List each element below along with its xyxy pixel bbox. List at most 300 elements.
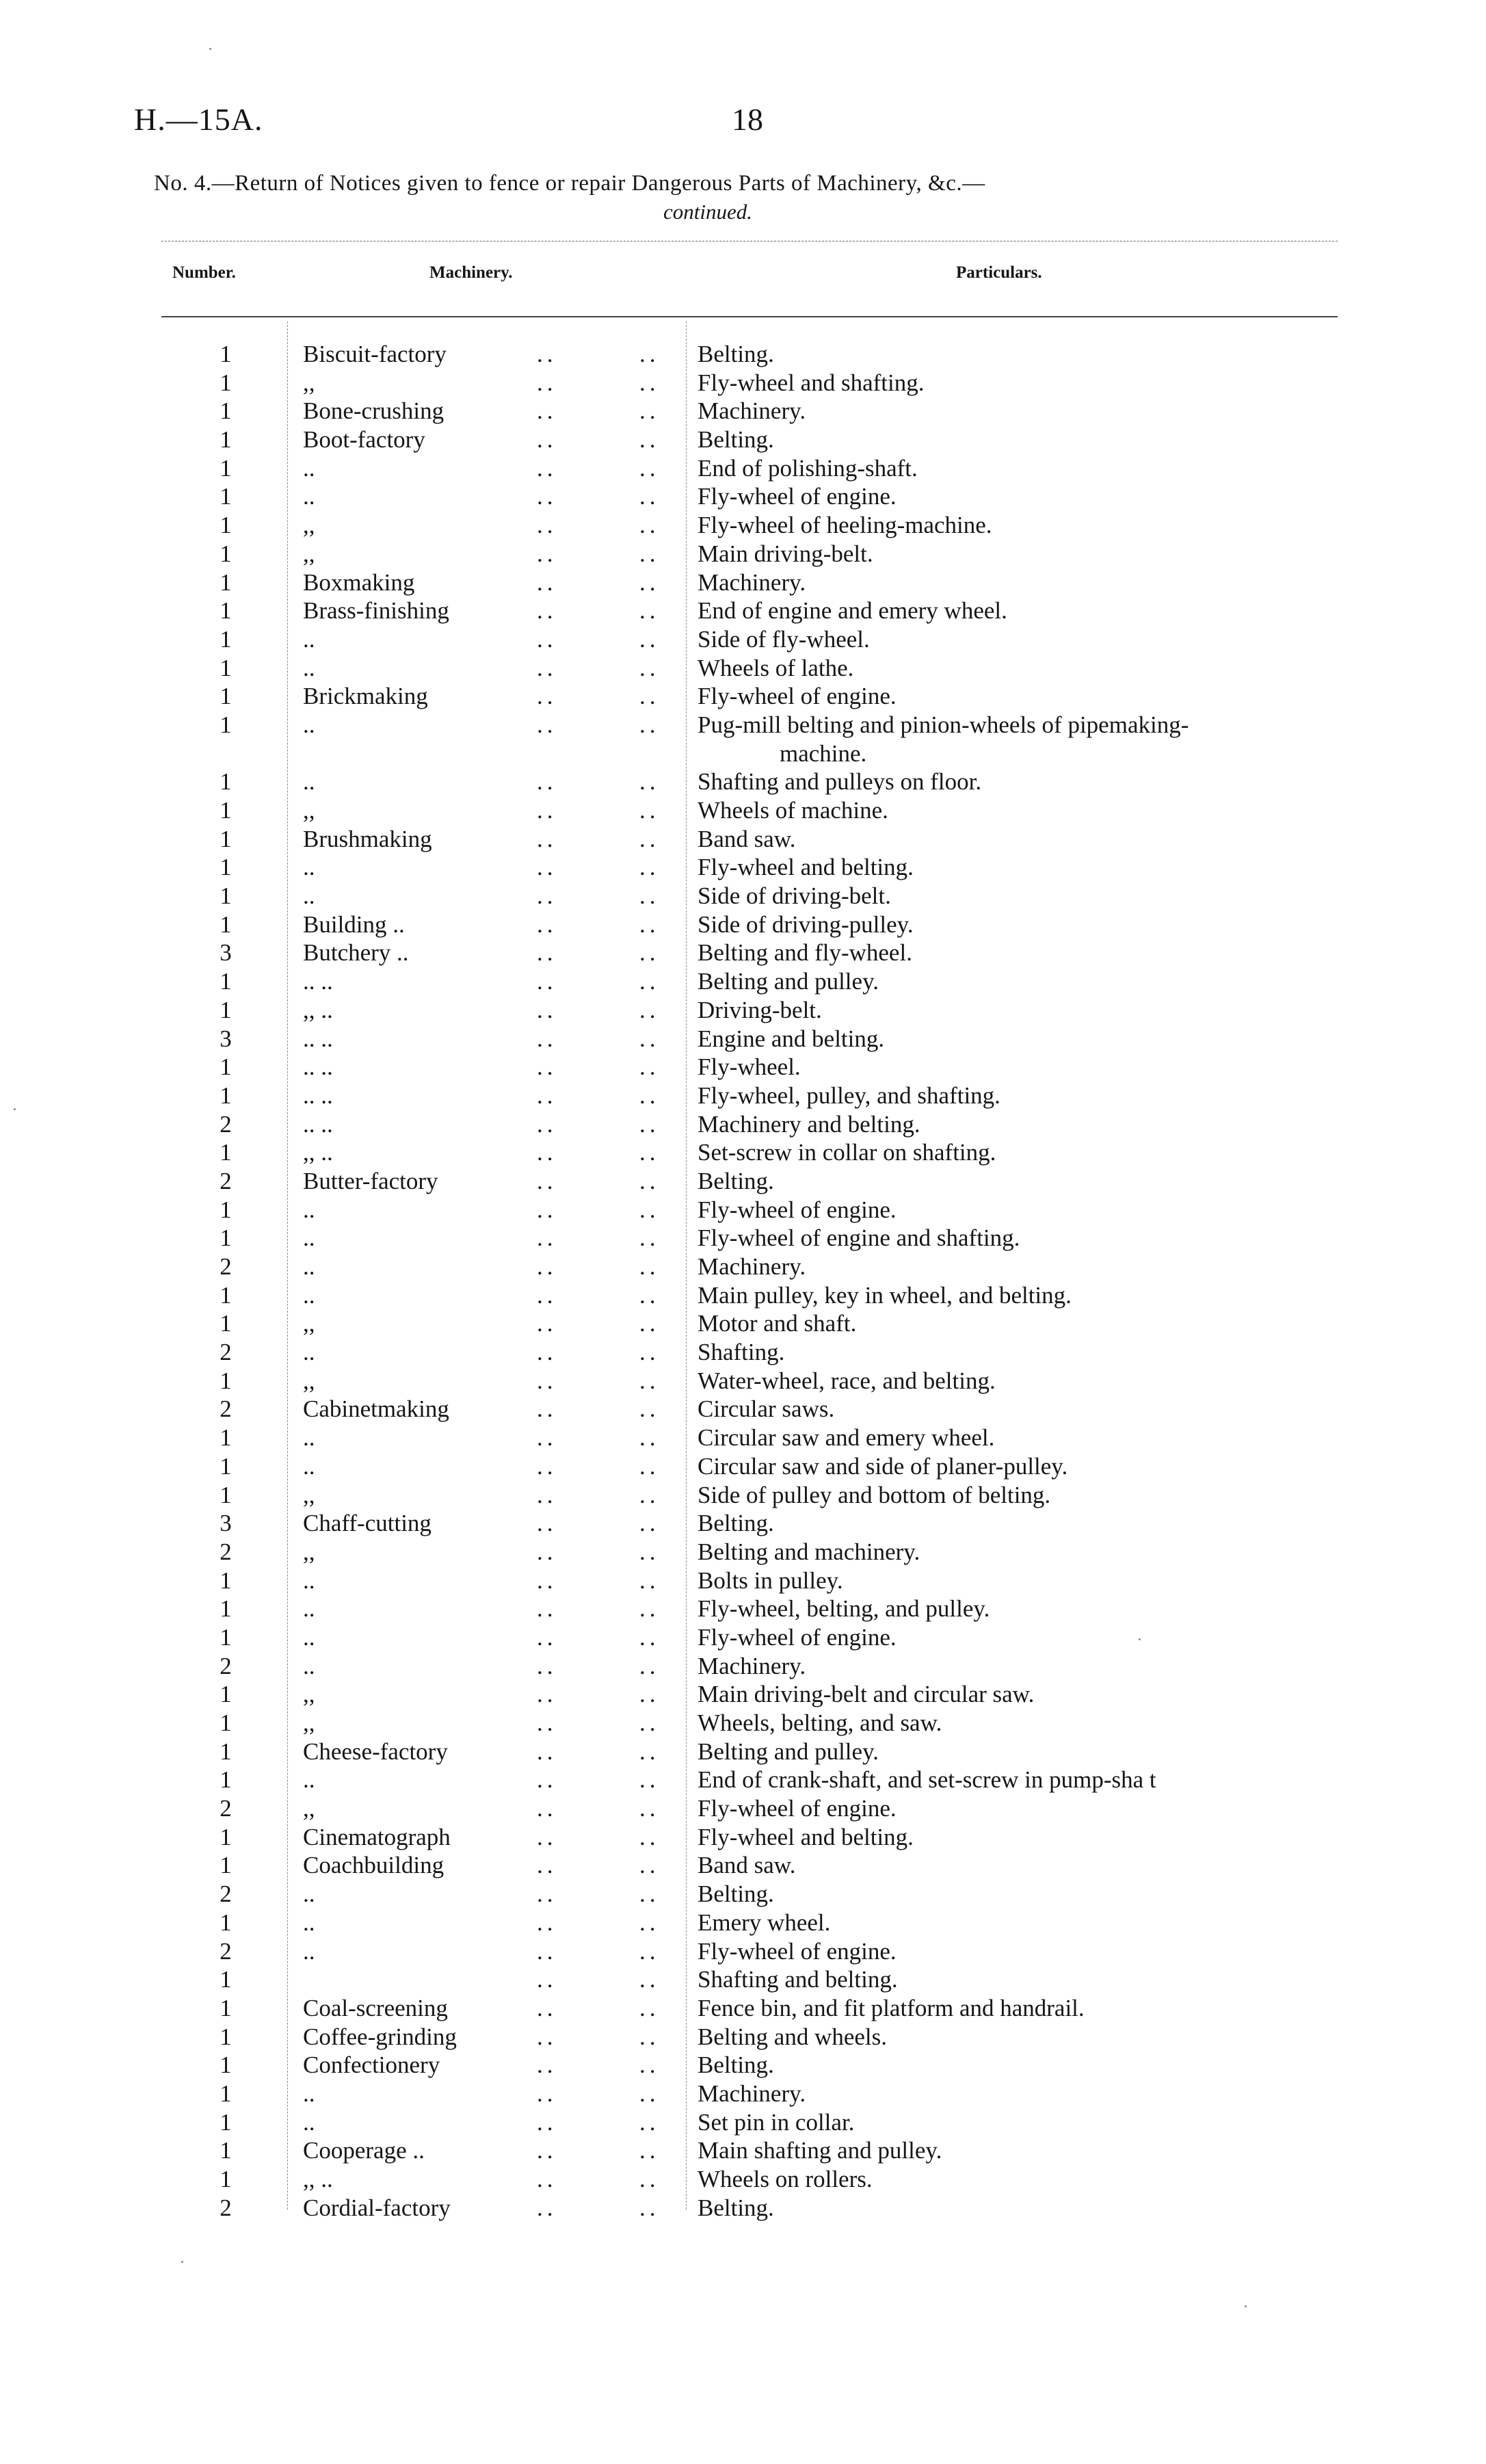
row-particulars: End of crank-shaft, and set-screw in pump-sha t [698, 1766, 1156, 1794]
row-number: 2 [220, 1253, 232, 1281]
leader-dots: .. [537, 2052, 557, 2079]
row-number: 1 [220, 369, 232, 396]
table-row [0, 882, 1486, 910]
speck [181, 2261, 183, 2263]
row-number: 3 [220, 1510, 232, 1537]
row-number: 1 [220, 768, 232, 796]
table-row [0, 2165, 1486, 2194]
row-machinery: .. [303, 625, 315, 653]
table-row [0, 1281, 1486, 1310]
leader-dots: .. [639, 1795, 660, 1822]
row-machinery: .. [303, 1424, 315, 1452]
table-row [0, 511, 1486, 540]
leader-dots: .. [537, 683, 557, 710]
leader-dots: .. [639, 1595, 660, 1623]
table-row [0, 1082, 1486, 1110]
leader-dots: .. [639, 1082, 660, 1109]
table-row [0, 1452, 1486, 1481]
row-number: 1 [220, 1852, 232, 1879]
row-particulars: Wheels on rollers. [698, 2166, 873, 2193]
row-machinery: Coal-screening [303, 1994, 448, 2021]
leader-dots: .. [639, 1966, 660, 1993]
leader-dots: .. [537, 968, 557, 995]
leader-dots: .. [537, 1253, 557, 1281]
row-machinery: Butchery .. [303, 939, 409, 967]
leader-dots: .. [537, 1224, 557, 1252]
leader-dots: .. [537, 1966, 557, 1993]
row-number: 1 [220, 1909, 232, 1936]
leader-dots: .. [639, 1367, 660, 1394]
row-machinery: Cinematograph [303, 1823, 451, 1850]
table-row [0, 1823, 1486, 1852]
leader-dots: .. [639, 1510, 660, 1537]
table-row [0, 625, 1486, 654]
table-row [0, 397, 1486, 425]
row-machinery: .. [303, 882, 315, 910]
row-particulars: Fly-wheel of heeling-machine. [698, 512, 992, 539]
table-row [0, 1309, 1486, 1338]
row-particulars: Fly-wheel of engine. [698, 1196, 897, 1223]
row-machinery: Cordial-factory [303, 2194, 451, 2221]
leader-dots: .. [639, 1937, 660, 1965]
leader-dots: .. [639, 1025, 660, 1052]
leader-dots: .. [537, 768, 557, 796]
row-number: 1 [220, 1709, 232, 1737]
table-row [0, 796, 1486, 825]
leader-dots: .. [537, 1538, 557, 1565]
speck [14, 1108, 16, 1110]
row-number: 1 [220, 996, 232, 1023]
table-row [0, 1110, 1486, 1139]
leader-dots: .. [639, 2166, 660, 2193]
row-particulars: Main driving-belt. [698, 540, 873, 567]
row-number: 1 [220, 2023, 232, 2050]
table-row [0, 454, 1486, 483]
leader-dots: .. [639, 1053, 660, 1081]
row-machinery: Coffee-grinding [303, 2023, 457, 2050]
row-machinery: ,, [303, 1367, 315, 1394]
row-machinery: .. [303, 1595, 315, 1623]
row-machinery: ,, [303, 512, 315, 539]
row-number: 1 [220, 1452, 232, 1480]
leader-dots: .. [537, 1310, 557, 1337]
row-machinery: .. [303, 1253, 315, 1281]
leader-dots: .. [537, 996, 557, 1023]
row-particulars: Band saw. [698, 1852, 796, 1879]
leader-dots: .. [639, 968, 660, 995]
leader-dots: .. [537, 1738, 557, 1765]
table-row [0, 1738, 1486, 1766]
row-particulars: Fly-wheel. [698, 1053, 801, 1081]
leader-dots: .. [537, 1623, 557, 1651]
row-number: 2 [220, 1538, 232, 1565]
leader-dots: .. [537, 1709, 557, 1737]
row-particulars: Belting and pulley. [698, 1738, 879, 1765]
leader-dots: .. [537, 939, 557, 967]
leader-dots: .. [639, 369, 660, 396]
table-row [0, 2051, 1486, 2080]
leader-dots: .. [639, 483, 660, 510]
table-row [0, 1567, 1486, 1595]
leader-dots: .. [639, 1253, 660, 1281]
row-number: 1 [220, 711, 232, 738]
row-particulars: Circular saws. [698, 1395, 835, 1423]
leader-dots: .. [537, 825, 557, 852]
table-row [0, 1766, 1486, 1794]
row-number: 2 [220, 1167, 232, 1194]
leader-dots: .. [639, 1196, 660, 1223]
row-number: 1 [220, 454, 232, 482]
leader-dots: .. [639, 568, 660, 596]
row-particulars: Bolts in pulley. [698, 1567, 843, 1594]
row-machinery: Biscuit-factory [303, 341, 447, 367]
leader-dots: .. [537, 2023, 557, 2050]
row-particulars: Belting and fly-wheel. [698, 939, 912, 967]
table-row [0, 1196, 1486, 1224]
row-particulars: Machinery. [698, 1652, 806, 1679]
table-row [0, 1909, 1486, 1937]
table-row [0, 1053, 1486, 1082]
table-row [0, 1538, 1486, 1567]
table-row [0, 1965, 1486, 1994]
table-row [0, 1253, 1486, 1281]
row-particulars: Set pin in collar. [698, 2108, 855, 2136]
row-particulars: Engine and belting. [698, 1025, 885, 1052]
row-number: 1 [220, 1224, 232, 1252]
leader-dots: .. [639, 1538, 660, 1565]
row-particulars: Side of pulley and bottom of belting. [698, 1481, 1051, 1508]
row-machinery: .. [303, 768, 315, 796]
row-machinery: Boxmaking [303, 568, 415, 596]
leader-dots: .. [639, 397, 660, 425]
leader-dots: .. [537, 1452, 557, 1480]
leader-dots: .. [639, 1709, 660, 1737]
row-particulars [698, 711, 1340, 768]
leader-dots: .. [639, 426, 660, 454]
leader-dots: .. [639, 2052, 660, 2079]
leader-dots: .. [537, 2080, 557, 2107]
table-row [0, 1937, 1486, 1966]
row-machinery: .. [303, 1623, 315, 1651]
table-row [0, 654, 1486, 683]
column-header-particulars: Particulars. [956, 263, 1042, 282]
row-number: 1 [220, 882, 232, 910]
table-row [0, 540, 1486, 568]
row-particulars-continuation: machine. [780, 739, 867, 767]
row-number: 1 [220, 2080, 232, 2107]
page-number: 18 [732, 102, 763, 137]
row-machinery: .. .. [303, 1025, 333, 1052]
table-row [0, 1481, 1486, 1510]
row-machinery: ,, [303, 1681, 315, 1708]
table-title-continued: continued. [663, 200, 752, 224]
row-machinery: Brickmaking [303, 683, 428, 710]
row-particulars: Belting and pulley. [698, 968, 879, 995]
leader-dots: .. [537, 1823, 557, 1850]
leader-dots: .. [639, 1395, 660, 1423]
row-number: 1 [220, 1424, 232, 1452]
row-number: 1 [220, 825, 232, 852]
row-number: 2 [220, 1652, 232, 1679]
row-number: 2 [220, 1110, 232, 1138]
row-machinery: .. [303, 654, 315, 681]
row-machinery: .. [303, 2080, 315, 2107]
leader-dots: .. [537, 625, 557, 653]
leader-dots: .. [537, 1339, 557, 1366]
row-particulars: Fly-wheel, pulley, and shafting. [698, 1082, 1000, 1109]
row-machinery: ,, [303, 797, 315, 824]
table-row [0, 1224, 1486, 1253]
row-machinery: ,, .. [303, 996, 333, 1023]
leader-dots: .. [639, 939, 660, 967]
leader-dots: .. [639, 1623, 660, 1651]
leader-dots: .. [639, 910, 660, 938]
row-number: 1 [220, 597, 232, 625]
row-machinery: .. [303, 1567, 315, 1594]
leader-dots: .. [639, 1567, 660, 1594]
row-particulars: Fly-wheel of engine. [698, 1795, 897, 1822]
row-particulars: Fence bin, and fit platform and handrail. [698, 1994, 1085, 2021]
leader-dots: .. [537, 797, 557, 824]
leader-dots: .. [537, 2108, 557, 2136]
leader-dots: .. [537, 1139, 557, 1166]
speck [209, 48, 211, 50]
leader-dots: .. [639, 625, 660, 653]
row-number: 1 [220, 1823, 232, 1850]
row-machinery: .. [303, 1196, 315, 1223]
row-particulars: Fly-wheel of engine. [698, 483, 897, 510]
row-number: 1 [220, 512, 232, 539]
row-number: 1 [220, 540, 232, 567]
row-number: 1 [220, 1053, 232, 1081]
row-particulars: Fly-wheel and belting. [698, 854, 914, 881]
table-row [0, 1623, 1486, 1652]
table-body [0, 340, 1486, 2222]
row-number: 1 [220, 1367, 232, 1394]
table-row [0, 1595, 1486, 1623]
row-particulars: Fly-wheel of engine. [698, 1623, 897, 1651]
leader-dots: .. [537, 1852, 557, 1879]
row-number: 1 [220, 968, 232, 995]
row-machinery: ,, [303, 1795, 315, 1822]
table-row [0, 2023, 1486, 2052]
row-machinery: .. [303, 483, 315, 510]
row-particulars: Circular saw and side of planer-pulley. [698, 1452, 1068, 1480]
table-row [0, 1880, 1486, 1909]
row-number: 1 [220, 1310, 232, 1337]
leader-dots: .. [639, 1310, 660, 1337]
row-machinery: ,, [303, 1538, 315, 1565]
row-machinery: Bone-crushing [303, 397, 445, 425]
leader-dots: .. [639, 454, 660, 482]
table-row [0, 2108, 1486, 2137]
table-row [0, 711, 1486, 768]
leader-dots: .. [537, 1909, 557, 1936]
leader-dots: .. [537, 1567, 557, 1594]
leader-dots: .. [537, 568, 557, 596]
leader-dots: .. [639, 1852, 660, 1879]
leader-dots: .. [537, 369, 557, 396]
row-number: 2 [220, 2194, 232, 2221]
row-number: 1 [220, 397, 232, 425]
leader-dots: .. [537, 1196, 557, 1223]
row-particulars: Machinery. [698, 2080, 806, 2107]
table-row [0, 768, 1486, 796]
row-number: 2 [220, 1795, 232, 1822]
row-machinery: .. [303, 1224, 315, 1252]
row-machinery: .. [303, 454, 315, 482]
row-machinery: .. [303, 1339, 315, 1366]
leader-dots: .. [639, 683, 660, 710]
leader-dots: .. [639, 1139, 660, 1166]
row-particulars: Side of driving-pulley. [698, 910, 914, 938]
row-number: 1 [220, 797, 232, 824]
leader-dots: .. [639, 2023, 660, 2050]
leader-dots: .. [639, 654, 660, 681]
row-particulars: Machinery. [698, 568, 806, 596]
row-particulars: Machinery. [698, 1253, 806, 1281]
leader-dots: .. [537, 1510, 557, 1537]
leader-dots: .. [537, 1937, 557, 1965]
row-particulars: Machinery and belting. [698, 1110, 920, 1138]
table-row [0, 1338, 1486, 1367]
row-number: 2 [220, 1880, 232, 1908]
row-machinery: .. [303, 854, 315, 881]
row-particulars: Driving-belt. [698, 996, 822, 1023]
leader-dots: .. [639, 2137, 660, 2164]
row-particulars: Belting. [698, 2052, 774, 2079]
table-row [0, 996, 1486, 1025]
row-number: 1 [220, 2137, 232, 2164]
leader-dots: .. [639, 2080, 660, 2107]
leader-dots: .. [537, 1395, 557, 1423]
table-row [0, 1709, 1486, 1738]
row-number: 1 [220, 2052, 232, 2079]
leader-dots: .. [639, 882, 660, 910]
row-machinery: Boot-factory [303, 426, 425, 454]
leader-dots: .. [639, 341, 660, 367]
leader-dots: .. [537, 1424, 557, 1452]
row-particulars: Main shafting and pulley. [698, 2137, 942, 2164]
row-particulars: End of polishing-shaft. [698, 454, 918, 482]
row-number: 1 [220, 426, 232, 454]
row-machinery: ,, [303, 1709, 315, 1737]
row-particulars: Belting. [698, 341, 774, 367]
row-particulars: Belting. [698, 1167, 774, 1194]
row-machinery: ,, .. [303, 2166, 333, 2193]
leader-dots: .. [639, 512, 660, 539]
leader-dots: .. [639, 1681, 660, 1708]
leader-dots: .. [537, 2166, 557, 2193]
leader-dots: .. [639, 1880, 660, 1908]
leader-dots: .. [639, 1167, 660, 1194]
row-machinery: .. [303, 1766, 315, 1794]
leader-dots: .. [537, 1481, 557, 1508]
leader-dots: .. [639, 854, 660, 881]
row-number: 1 [220, 2166, 232, 2193]
row-particulars: Shafting and pulleys on floor. [698, 768, 982, 796]
leader-dots: .. [639, 1452, 660, 1480]
speck [1139, 1638, 1141, 1640]
row-particulars: Belting. [698, 1510, 774, 1537]
leader-dots: .. [639, 996, 660, 1023]
row-particulars: Wheels of machine. [698, 797, 888, 824]
leader-dots: .. [639, 797, 660, 824]
leader-dots: .. [537, 1110, 557, 1138]
row-number: 1 [220, 910, 232, 938]
leader-dots: .. [639, 1281, 660, 1309]
table-row [0, 1025, 1486, 1053]
leader-dots: .. [639, 768, 660, 796]
leader-dots: .. [537, 341, 557, 367]
leader-dots: .. [639, 1994, 660, 2021]
row-machinery: .. [303, 2108, 315, 2136]
row-number: 1 [220, 1595, 232, 1623]
header-rule [161, 316, 1338, 317]
row-number: 1 [220, 1481, 232, 1508]
row-number: 3 [220, 939, 232, 967]
row-number: 1 [220, 1681, 232, 1708]
leader-dots: .. [537, 1082, 557, 1109]
row-particulars: End of engine and emery wheel. [698, 597, 1007, 625]
table-row [0, 2194, 1486, 2223]
row-number: 2 [220, 1395, 232, 1423]
row-machinery: .. [303, 1652, 315, 1679]
row-machinery: .. .. [303, 968, 333, 995]
table-row [0, 853, 1486, 882]
row-machinery: Butter-factory [303, 1167, 438, 1194]
row-number: 1 [220, 683, 232, 710]
header-document-id: H.—15A. [134, 102, 263, 137]
table-row [0, 1367, 1486, 1395]
leader-dots: .. [537, 1595, 557, 1623]
leader-dots: .. [537, 711, 557, 738]
leader-dots: .. [537, 1053, 557, 1081]
row-particulars: Fly-wheel and shafting. [698, 369, 925, 396]
row-particulars: Machinery. [698, 397, 806, 425]
row-number: 1 [220, 1766, 232, 1794]
row-particulars: Motor and shaft. [698, 1310, 857, 1337]
row-particulars: Shafting. [698, 1339, 785, 1366]
leader-dots: .. [537, 2137, 557, 2164]
row-particulars: Belting. [698, 1880, 774, 1908]
row-particulars: Fly-wheel, belting, and pulley. [698, 1595, 990, 1623]
row-particulars: Wheels of lathe. [698, 654, 854, 681]
row-number: 1 [220, 1966, 232, 1993]
leader-dots: .. [639, 1738, 660, 1765]
leader-dots: .. [537, 397, 557, 425]
leader-dots: .. [537, 1025, 557, 1052]
table-row [0, 939, 1486, 967]
leader-dots: .. [537, 1880, 557, 1908]
row-machinery: Coachbuilding [303, 1852, 445, 1879]
leader-dots: .. [639, 1652, 660, 1679]
leader-dots: .. [639, 711, 660, 738]
row-particulars: Main driving-belt and circular saw. [698, 1681, 1035, 1708]
row-number: 1 [220, 2108, 232, 2136]
row-machinery: ,, [303, 1310, 315, 1337]
row-machinery: Cooperage .. [303, 2137, 425, 2164]
leader-dots: .. [639, 1909, 660, 1936]
row-number: 1 [220, 341, 232, 367]
row-particulars: Main pulley, key in wheel, and belting. [698, 1281, 1072, 1309]
row-number: 1 [220, 1567, 232, 1594]
row-machinery: Brass-finishing [303, 597, 449, 625]
table-row [0, 1509, 1486, 1538]
table-row [0, 1851, 1486, 1880]
table-row [0, 1652, 1486, 1681]
row-particulars: Belting. [698, 426, 774, 454]
